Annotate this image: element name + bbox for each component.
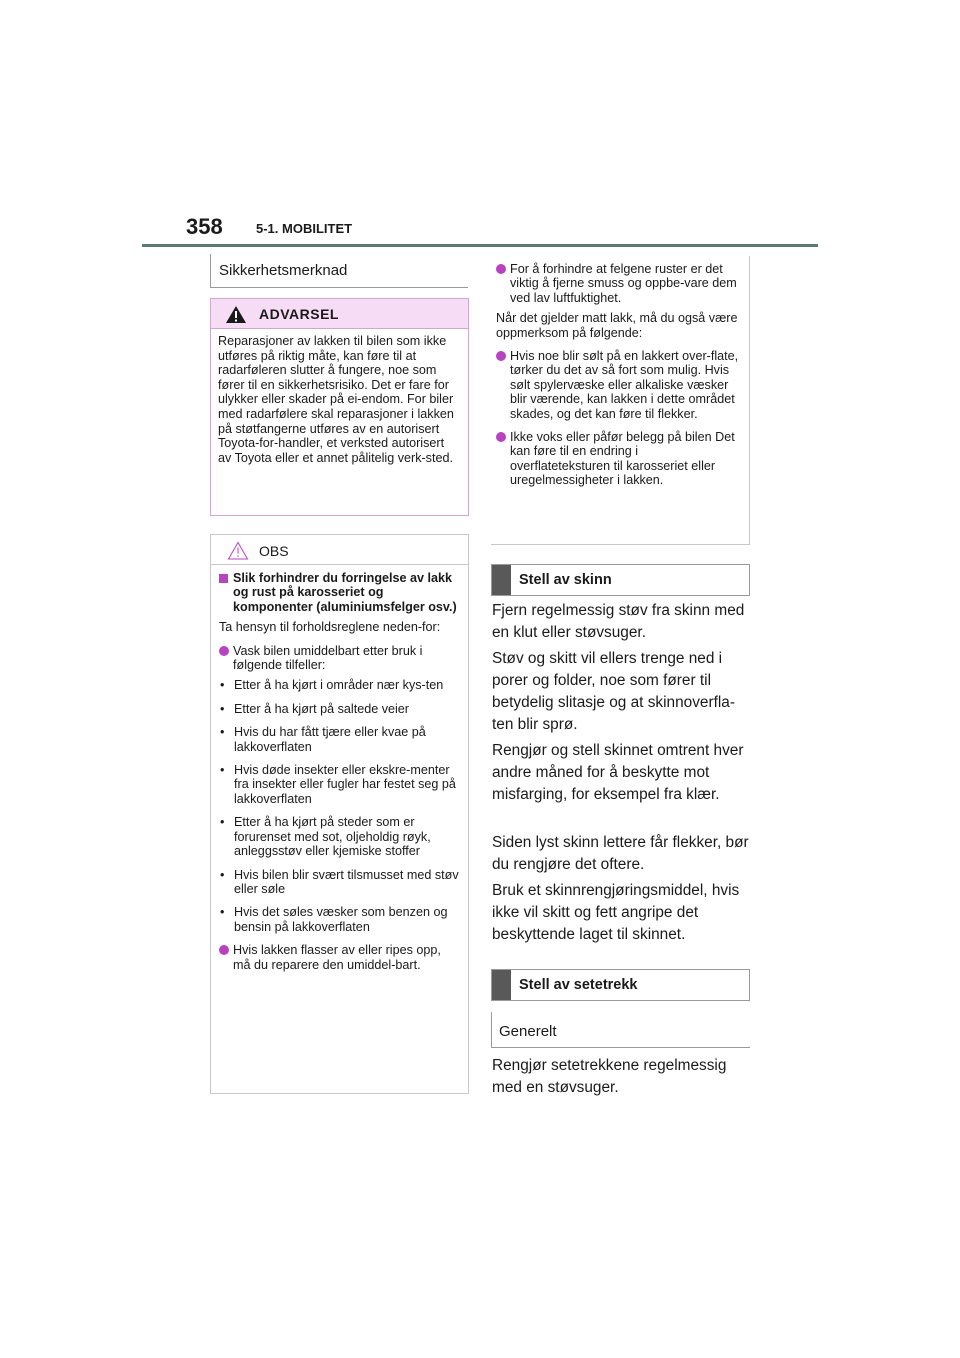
paragraph: Bruk et skinnrengjøringsmiddel, hvis ikke vil skitt og fett angripe det beskyttende laget til skinnet. [492, 882, 740, 943]
list-item-text: Hvis lakken flasser av eller ripes opp, må du reparere den umiddel-bart. [233, 943, 441, 972]
list-item [496, 430, 741, 488]
obs-box [210, 534, 469, 1094]
list-item-text: For å forhindre at felgene ruster er det viktig å fjerne smuss og oppbe-vare dem ved lav luftfuktighet. [510, 262, 737, 305]
list-item-text: Vask bilen umiddelbart etter bruk i følgende tilfeller: [233, 643, 423, 673]
list-item [219, 868, 460, 897]
list-item-text: Hvis døde insekter eller ekskre-menter fra insekter eller fugler har festet seg på lakkoverflaten [234, 763, 456, 806]
dot-bullet-icon [496, 432, 506, 442]
caution-triangle-icon [227, 541, 249, 560]
obs-intro: Ta hensyn til forholdsreglene neden-for: [219, 620, 441, 635]
dot-bullet-icon [496, 351, 506, 361]
page-number: 358 [186, 214, 223, 239]
obs-continued-box [491, 256, 750, 545]
dot-bullet-icon [219, 646, 229, 656]
list-item [219, 905, 460, 934]
list-item [219, 644, 460, 673]
list-item [496, 262, 741, 305]
leather-heading-label: Stell av skinn [519, 572, 612, 588]
obs-header [211, 535, 468, 565]
paragraph: Siden lyst skinn lettere får flekker, bør du rengjøre det oftere. [492, 834, 749, 873]
list-item-text: Etter å ha kjørt på steder som er forurenset med sot, oljeholdig røyk, anleggsstøv eller kjemiske stoffer [234, 815, 431, 859]
list-item-text: Etter å ha kjørt på saltede veier [234, 701, 409, 716]
list-item-text: Hvis det søles væsker som benzen og bensin på lakkoverflaten [234, 905, 448, 934]
paragraph: Rengjør og stell skinnet omtrent hver andre måned for å beskytte mot misfarging, for eksempel fra klær. [492, 742, 744, 803]
list-item-text: Hvis bilen blir svært tilsmusset med støv eller søle [234, 867, 459, 896]
warning-box [210, 298, 469, 516]
seat-heading-label: Stell av setetrekk [519, 977, 638, 993]
list-item [219, 725, 460, 754]
list-item-text: Ikke voks eller påfør belegg på bilen Det kan føre til en endring i overflateteksturen til karosseriet eller uregelmessigheter i lakken. [510, 430, 735, 488]
paragraph: Rengjør setetrekkene regelmessig med en støvsuger. [492, 1057, 727, 1096]
square-bullet-icon [219, 574, 228, 583]
paragraph: Fjern regelmessig støv fra skinn med en klut eller støvsuger. [492, 602, 745, 641]
bullet-icon: • [220, 763, 225, 778]
warning-header [211, 299, 468, 329]
heading-bar [492, 565, 511, 595]
bullet-icon: • [220, 701, 225, 716]
list-item [219, 678, 460, 692]
section-title: 5-1. MOBILITET [256, 221, 353, 236]
list-item-text: Hvis du har fått tjære eller kvae på lakkoverflaten [234, 725, 426, 754]
warning-text: Reparasjoner av lakken til bilen som ikke utføres på riktig måte, kan føre til at radarføleren slutter å fungere, noe som fører til en sikkerhetsrisiko. Det er fare for ulykker eller skader på ei-endom. For biler med radarfølere skal reparasjoner i lakken på støtfangerne utføres av en autorisert Toyota-for-handler, et verksted autorisert av Toyota eller et annet pålitelig verk-sted. [218, 334, 454, 465]
warning-title: ADVARSEL [259, 306, 339, 322]
square-item-text: Slik forhindrer du forringelse av lakk og rust på karosseriet og komponenter (aluminiumsfelger osv.) [233, 571, 457, 614]
paragraph: Støv og skitt vil ellers trenge ned i porer og folder, noe som fører til betydelig slitasje og at skinnoverfla-ten blir sprø. [492, 650, 735, 733]
seat-heading [491, 969, 750, 1001]
bullet-icon: • [220, 815, 225, 830]
list-item [219, 943, 460, 972]
obs-title: OBS [259, 543, 289, 559]
bullet-icon: • [220, 678, 225, 693]
list-item-text: Hvis noe blir sølt på en lakkert over-flate, tørker du det av så fort som mulig. Hvis sølt spylervæske eller alkaliske væsker blir værende, kan lakken i dette området skades, og det kan føre til flekker. [510, 349, 739, 421]
dot-bullet-icon [496, 264, 506, 274]
bullet-icon: • [220, 867, 225, 882]
leather-heading [491, 564, 750, 596]
list-item [219, 763, 460, 806]
general-heading-label: Generelt [499, 1023, 557, 1040]
matt-intro: Når det gjelder matt lakk, må du også være oppmerksom på følgende: [496, 311, 738, 340]
list-item [219, 702, 460, 716]
general-heading [491, 1012, 750, 1048]
dot-bullet-icon [219, 945, 229, 955]
list-item [219, 815, 460, 858]
obs-text [211, 565, 468, 972]
safety-heading [210, 254, 468, 288]
safety-heading-label: Sikkerhetsmerknad [219, 262, 348, 279]
list-item-text: Etter å ha kjørt i områder nær kys-ten [234, 678, 444, 693]
header-rule [142, 244, 818, 247]
list-item [496, 349, 741, 421]
square-item [219, 571, 460, 614]
bullet-icon: • [220, 905, 225, 920]
heading-bar [492, 970, 511, 1000]
bullet-icon: • [220, 725, 225, 740]
warning-triangle-icon [225, 305, 247, 324]
